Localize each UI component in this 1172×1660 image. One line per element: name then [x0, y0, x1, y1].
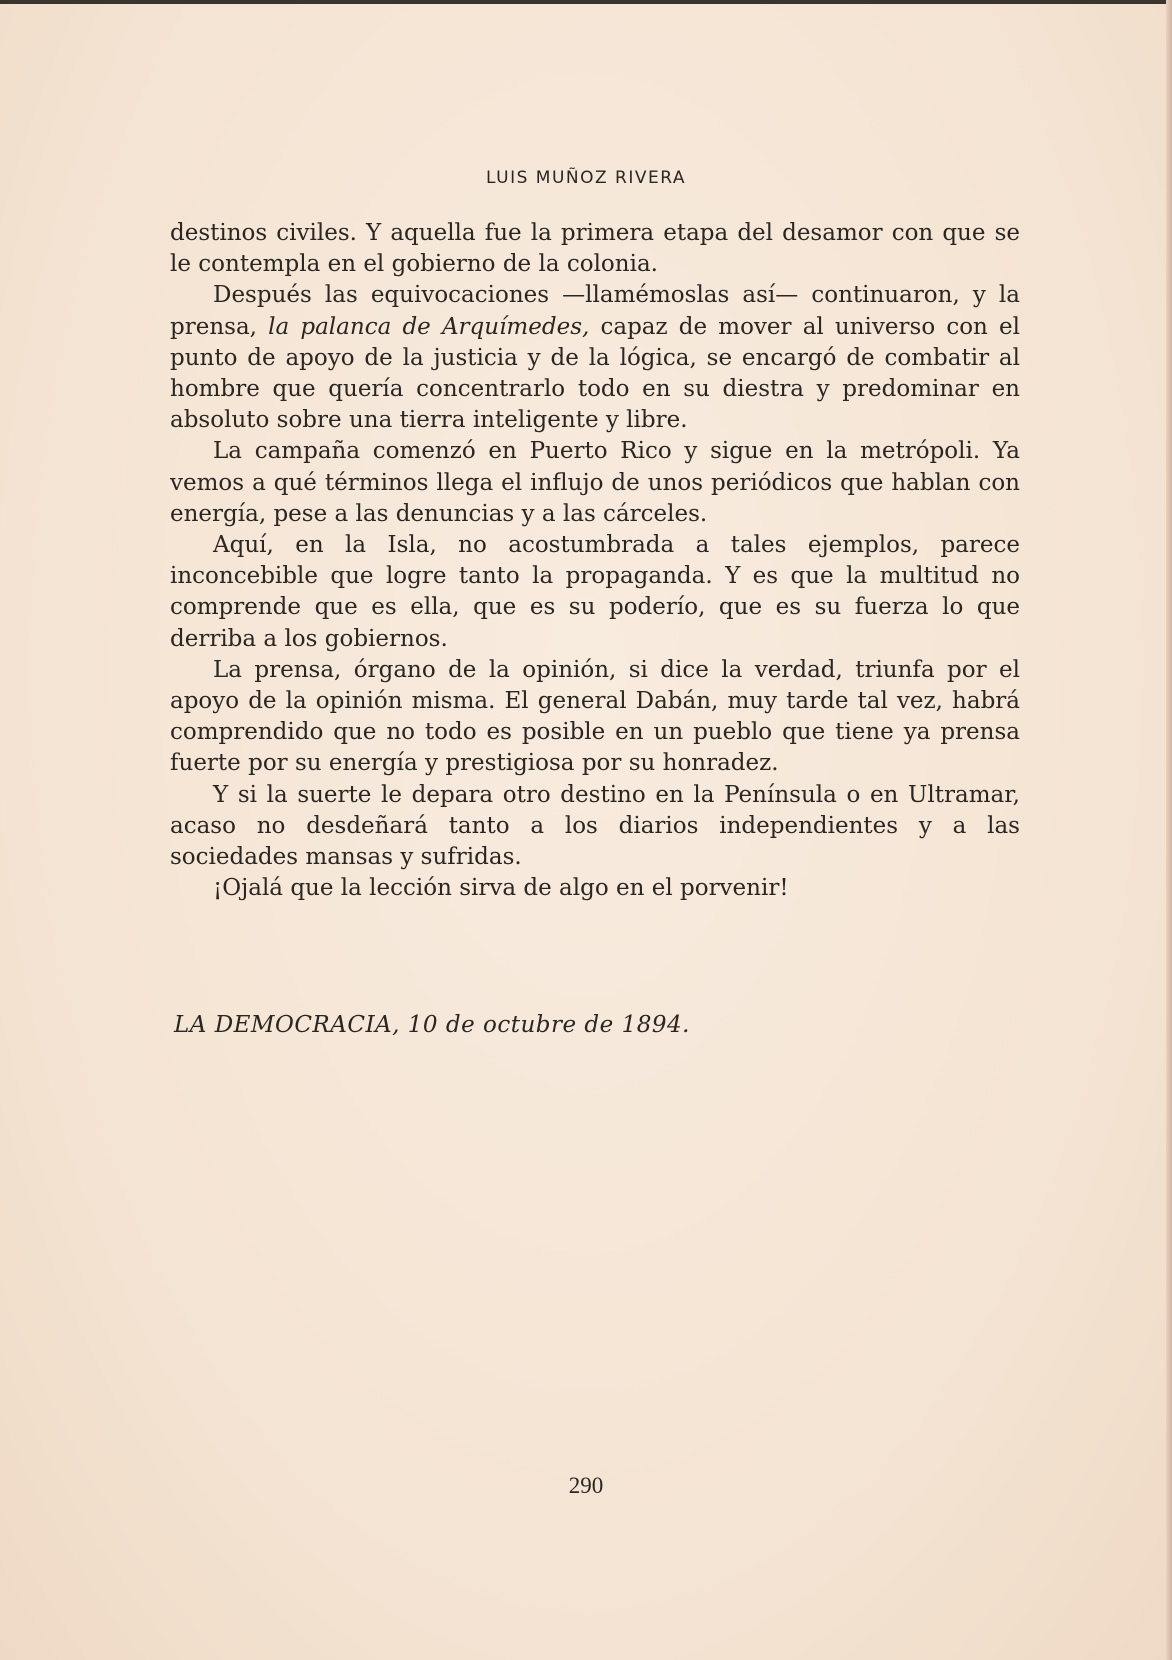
- paragraph-2-start: Después las equivocaciones —llamémoslas así— continuaron, y la prensa,: [170, 282, 1020, 340]
- page-top-edge: [0, 0, 1172, 4]
- paragraph-1: destinos civiles. Y aquella fue la primera etapa del desamor con que se le contempla en el gobierno de la colonia.: [170, 220, 1020, 278]
- paragraph-5: La prensa, órgano de la opinión, si dice la verdad, triunfa por el apoyo de la opinión misma. El general Dabán, muy tarde tal vez, habrá comprendido que no todo es posible en un pueblo que tiene ya prensa fuerte por su energía y prestigiosa por su honradez.: [170, 656, 1020, 777]
- paragraph-7: ¡Ojalá que la lección sirva de algo en el porvenir!: [213, 875, 789, 902]
- paragraph-4: Aquí, en la Isla, no acostumbrada a tales ejemplos, parece inconcebible que logre tanto la propaganda. Y es que la multitud no comprende que es ella, que es su poderío, que es su fuerza lo que derriba a los gobiernos.: [170, 532, 1020, 652]
- paragraph-2: [170, 280, 1020, 436]
- running-head: LUIS MUÑOZ RIVERA: [486, 168, 686, 188]
- italic-phrase: la palanca de Arquímedes,: [268, 313, 590, 340]
- source-citation: LA DEMOCRACIA, 10 de octubre de 1894.: [174, 1012, 690, 1038]
- body-text: [170, 218, 1020, 904]
- paragraph-3: La campaña comenzó en Puerto Rico y sigue en la metrópoli. Ya vemos a qué términos llega el influjo de unos periódicos que hablan con energía, pese a las denuncias y a las cárceles.: [170, 438, 1020, 527]
- page-number: 290: [568, 1473, 604, 1498]
- paragraph-2-end: capaz de mover al universo con el punto de apoyo de la justicia y de la lógica, se encargó de combatir al hombre que quería concentrarlo todo en su diestra y predominar en absoluto sobre una tierra inteligente y libre.: [170, 313, 1020, 434]
- paragraph-6: Y si la suerte le depara otro destino en la Península o en Ultramar, acaso no desdeñará tanto a los diarios independientes y a las sociedades mansas y sufridas.: [170, 781, 1020, 871]
- page-right-edge: [1166, 0, 1172, 1660]
